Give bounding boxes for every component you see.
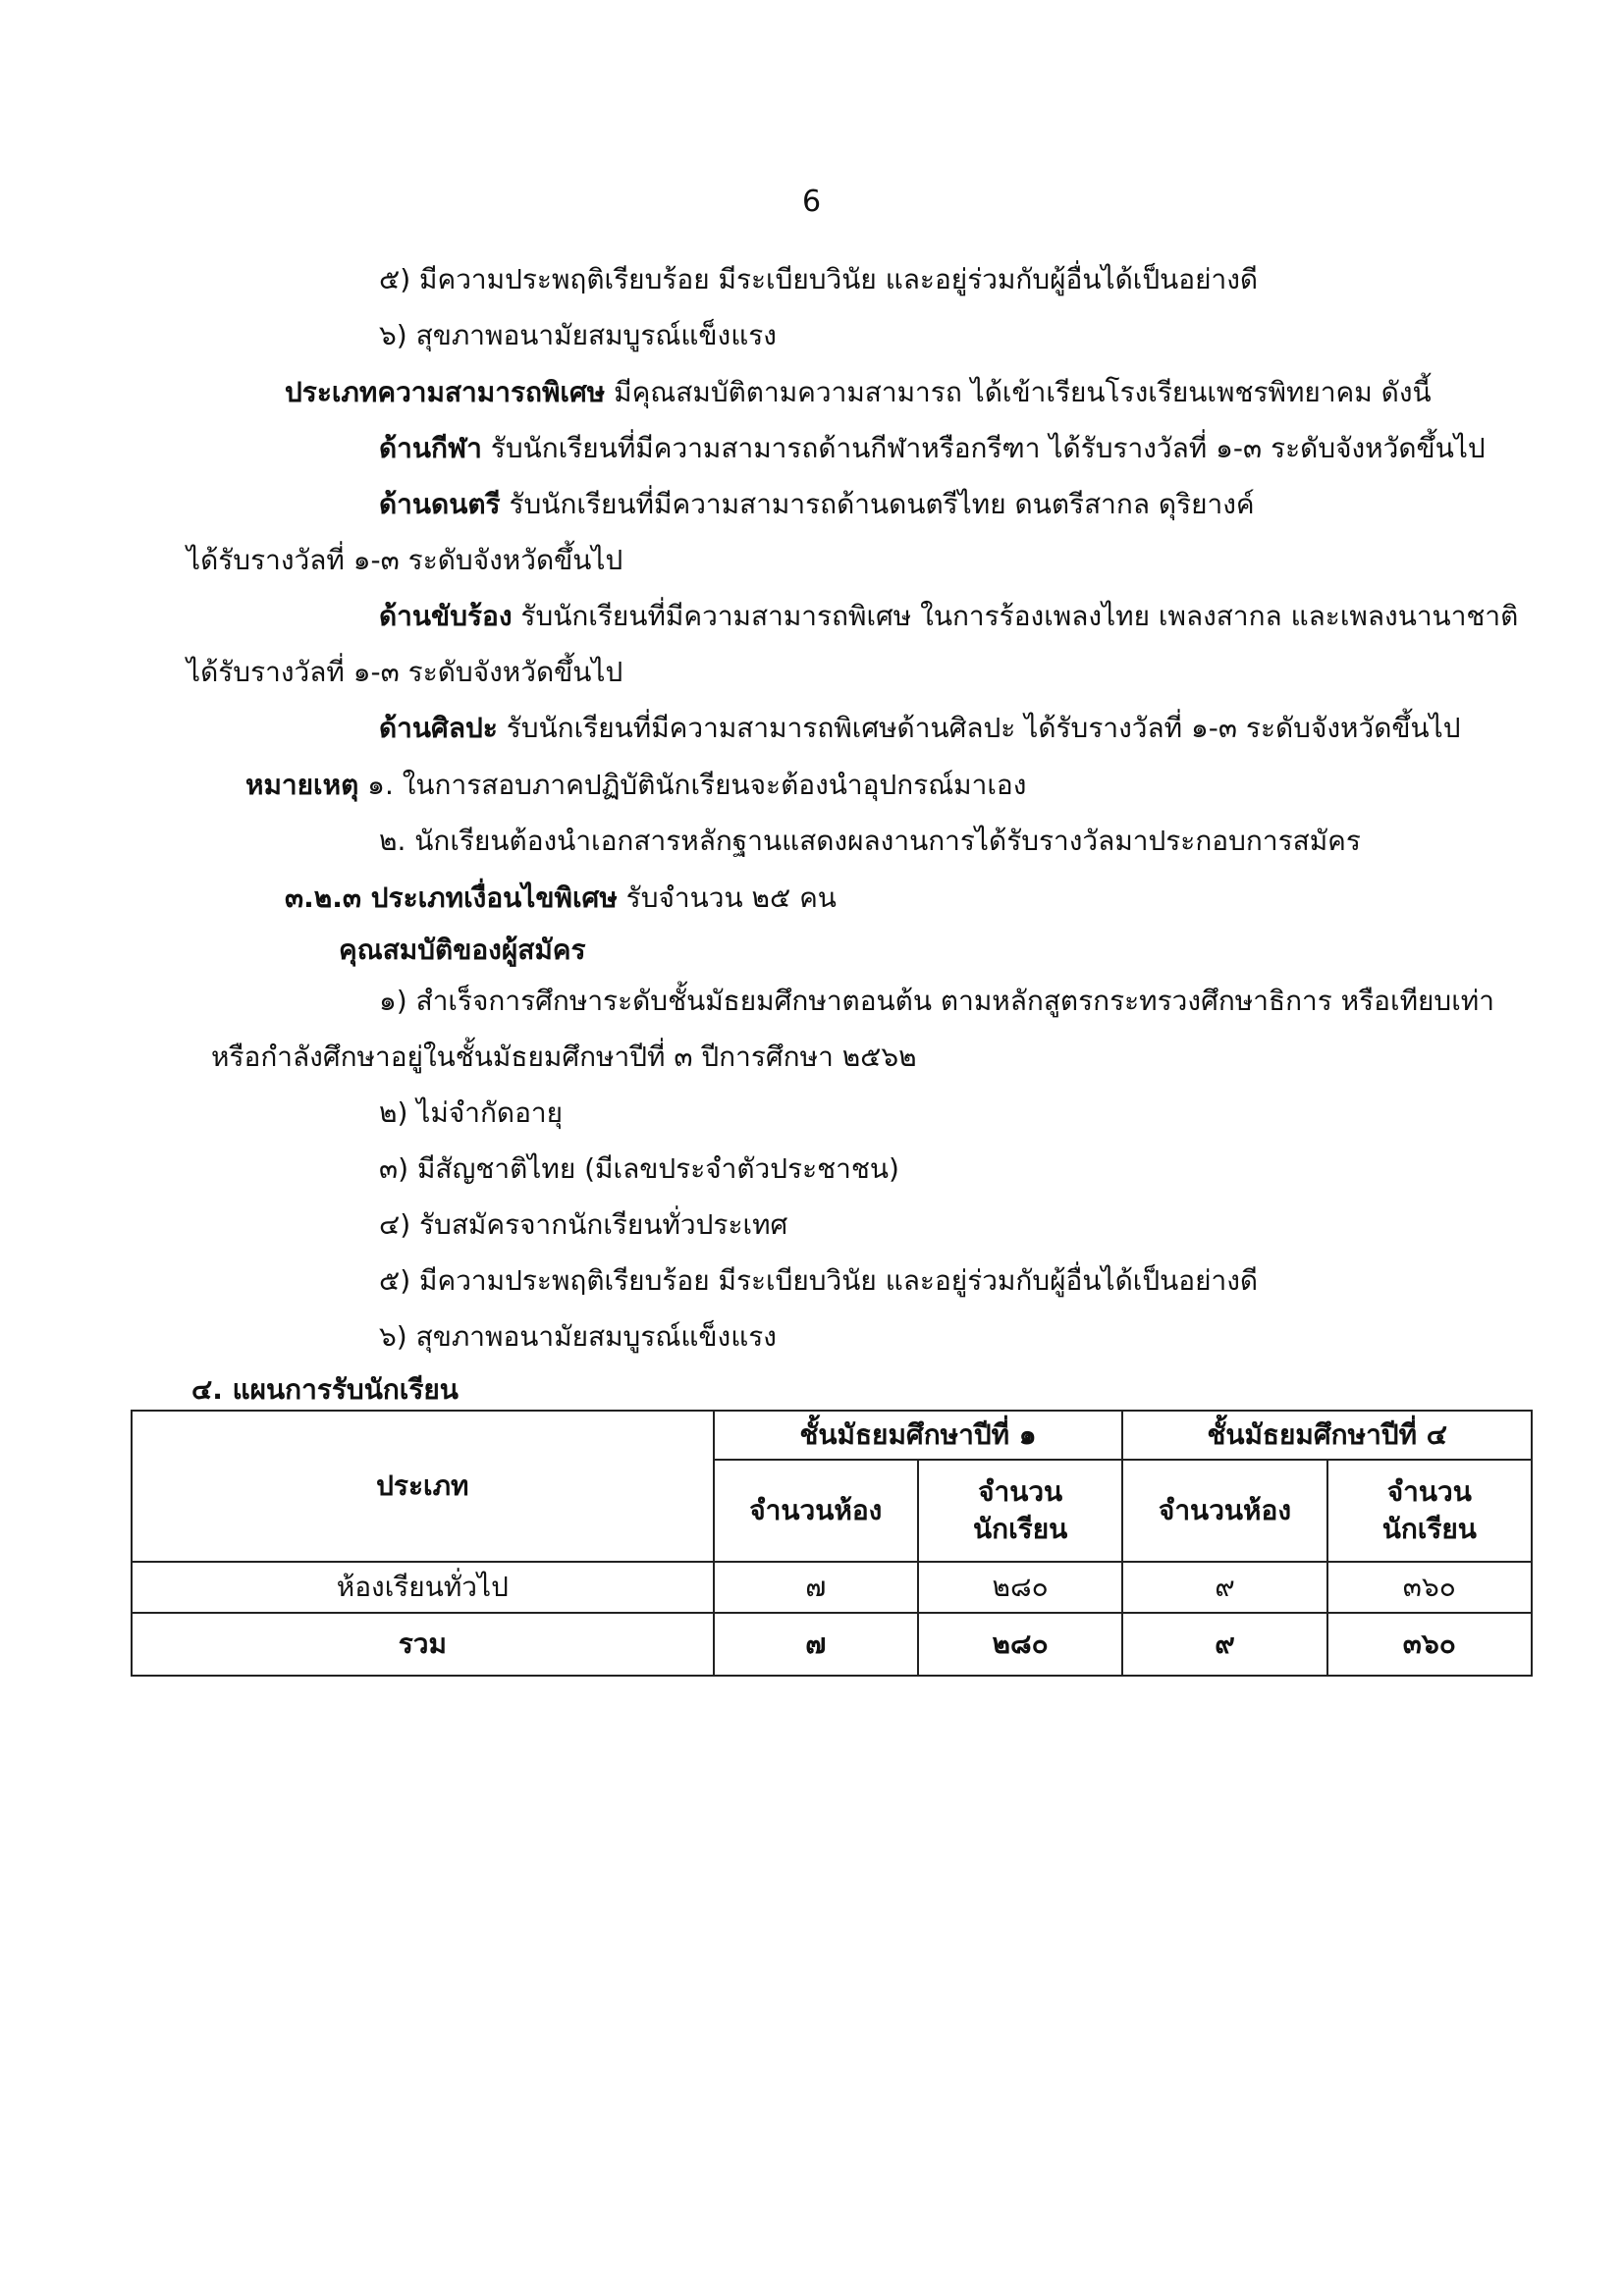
table-total-row [132,1613,1532,1676]
header-type: ประเภท [132,1411,714,1562]
page-number: 6 [801,185,822,219]
remark-line-2: ๒. นักเรียนต้องนำเอกสารหลักฐานแสดงผลงานการได้รับรางวัลมาประกอบการสมัคร [379,825,1361,857]
sport-text: รับนักเรียนที่มีความสามารถด้านกีฬาหรือกรีฑา ได้รับรางวัลที่ ๑-๓ ระดับจังหวัดขึ้นไป [481,432,1486,464]
table-header-row [132,1411,1532,1460]
qualification-2-line: ๒) ไม่จำกัดอายุ [379,1096,564,1129]
header-m1-students-line2: นักเรียน [973,1513,1068,1545]
remark-heading: หมายเหตุ [245,769,359,801]
row-m1-rooms: ๗ [714,1562,918,1613]
qualification-1-line: ๑) สำเร็จการศึกษาระดับชั้นมัธยมศึกษาตอนต้น ตามหลักสูตรกระทรวงศึกษาธิการ หรือเทียบเท่า [379,985,1494,1017]
singing-heading: ด้านขับร้อง [379,600,513,632]
qualification-5-line: ๕) มีความประพฤติเรียบร้อย มีระเบียบวินัย และอยู่ร่วมกับผู้อื่นได้เป็นอย่างดี [379,1264,1259,1297]
sport-heading: ด้านกีฬา [379,432,482,464]
art-heading: ด้านศิลปะ [379,712,498,744]
total-label: รวม [132,1613,714,1676]
singing-line-continued: ได้รับรางวัลที่ ๑-๓ ระดับจังหวัดขึ้นไป [187,656,623,688]
qualification-6-line: ๖) สุขภาพอนามัยสมบูรณ์แข็งแรง [379,1320,777,1353]
header-m1-students [918,1460,1122,1562]
music-heading: ด้านดนตรี [379,488,501,520]
qualification-1-continued: หรือกำลังศึกษาอยู่ในชั้นมัธยมศึกษาปีที่ ๓ ปีการศึกษา ๒๕๖๒ [211,1041,917,1073]
criterion-5-line: ๕) มีความประพฤติเรียบร้อย มีระเบียบวินัย และอยู่ร่วมกับผู้อื่นได้เป็นอย่างดี [379,263,1259,295]
music-line-continued: ได้รับรางวัลที่ ๑-๓ ระดับจังหวัดขึ้นไป [187,544,623,576]
total-m1-students: ๒๘๐ [918,1613,1122,1676]
singing-line [379,597,1518,636]
row-type: ห้องเรียนทั่วไป [132,1562,714,1613]
total-m4-rooms: ๙ [1122,1613,1326,1676]
row-m4-students: ๓๖๐ [1327,1562,1532,1613]
qualification-3-line: ๓) มีสัญชาติไทย (มีเลขประจำตัวประชาชน) [379,1152,899,1185]
special-condition-heading: ๓.๒.๓ ประเภทเงื่อนไขพิเศษ [285,881,618,914]
row-m4-rooms: ๙ [1122,1562,1326,1613]
art-line [379,709,1461,748]
total-m1-rooms: ๗ [714,1613,918,1676]
qualification-4-line: ๔) รับสมัครจากนักเรียนทั่วประเทศ [379,1208,788,1241]
remark-line [245,766,1026,805]
special-ability-line [285,373,1432,412]
header-m1-rooms: จำนวนห้อง [714,1460,918,1562]
singing-text: รับนักเรียนที่มีความสามารถพิเศษ ในการร้องเพลงไทย เพลงสากล และเพลงนานาชาติ [512,600,1519,632]
header-m4-students [1327,1460,1532,1562]
applicant-qualifications-heading: คุณสมบัติของผู้สมัคร [339,934,586,966]
special-condition-line [285,879,837,918]
header-m4: ชั้นมัธยมศึกษาปีที่ ๔ [1122,1411,1532,1460]
music-text: รับนักเรียนที่มีความสามารถด้านดนตรีไทย ดนตรีสากล ดุริยางค์ [500,488,1255,520]
header-m4-students-line1: จำนวน [1386,1475,1472,1508]
art-text: รับนักเรียนที่มีความสามารถพิเศษด้านศิลปะ ได้รับรางวัลที่ ๑-๓ ระดับจังหวัดขึ้นไป [497,712,1461,744]
header-m1: ชั้นมัธยมศึกษาปีที่ ๑ [714,1411,1123,1460]
special-ability-heading: ประเภทความสามารถพิเศษ [285,376,606,408]
header-m4-students-line2: นักเรียน [1381,1513,1477,1545]
remark-text-1: ๑. ในการสอบภาคปฏิบัตินักเรียนจะต้องนำอุปกรณ์มาเอง [358,769,1027,801]
header-m1-students-line1: จำนวน [978,1475,1063,1508]
sport-line [379,429,1486,468]
table-row [132,1562,1532,1613]
special-ability-text: มีคุณสมบัติตามความสามารถ ได้เข้าเรียนโรงเรียนเพชรพิทยาคม ดังนี้ [605,376,1432,408]
admission-plan-table [131,1410,1533,1677]
total-m4-students: ๓๖๐ [1327,1613,1532,1676]
special-condition-text: รับจำนวน ๒๕ คน [617,881,837,914]
music-line [379,485,1255,524]
row-m1-students: ๒๘๐ [918,1562,1122,1613]
header-m4-rooms: จำนวนห้อง [1122,1460,1326,1562]
admission-plan-heading: ๔. แผนการรับนักเรียน [191,1373,459,1406]
criterion-6-line: ๖) สุขภาพอนามัยสมบูรณ์แข็งแรง [379,319,777,351]
